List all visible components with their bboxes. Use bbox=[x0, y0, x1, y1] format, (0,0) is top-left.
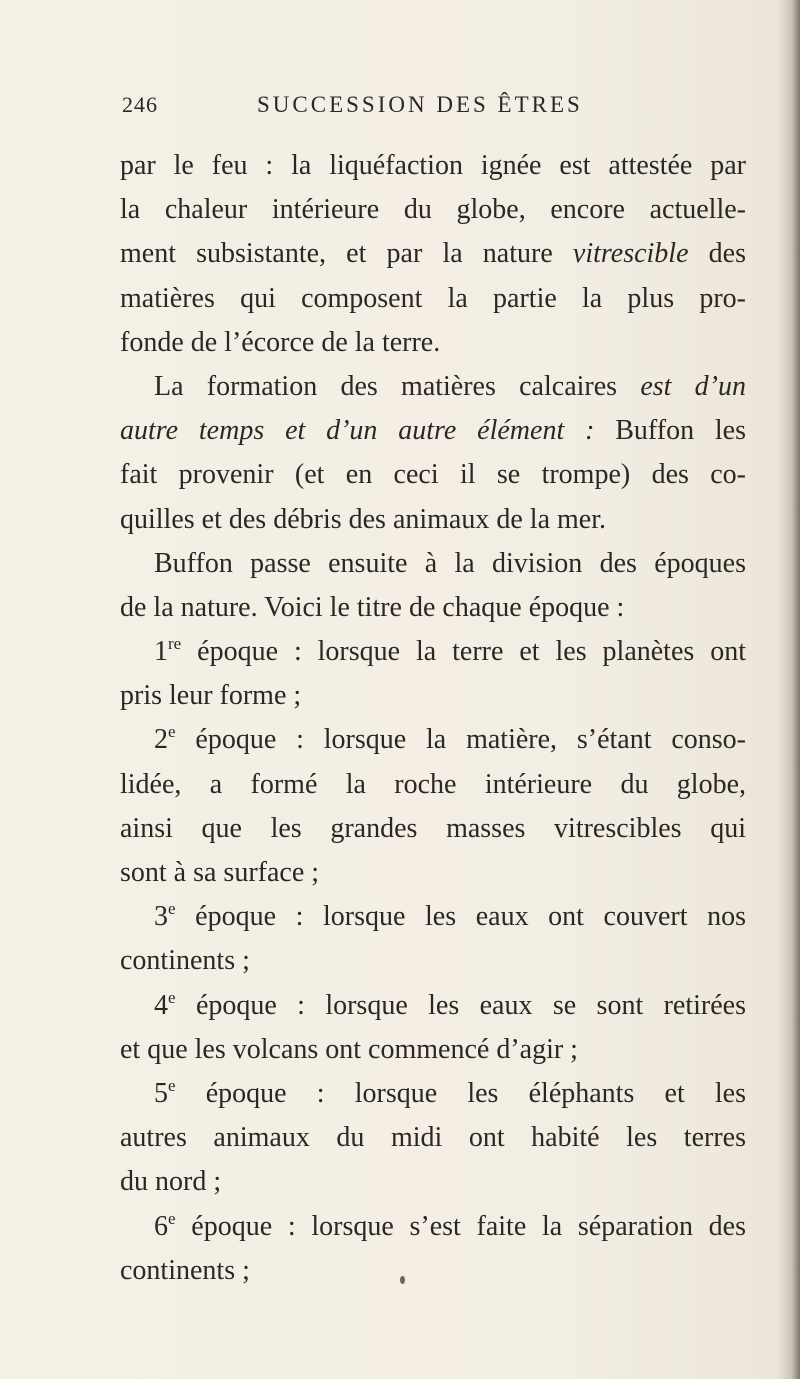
epoch-item: 5e époque : lorsque les éléphants et les bbox=[154, 1075, 747, 1109]
epoch-item: 1re époque : lorsque la terre et les planètes ont bbox=[154, 634, 746, 668]
text-line: autre temps et d’un autre élément : Buffon les bbox=[120, 415, 747, 447]
text-line: lidée, a formé la roche intérieure du globe, bbox=[120, 768, 746, 800]
epoch-item: 2e époque : lorsque la matière, s’étant conso- bbox=[154, 722, 747, 756]
text-line: pris leur forme ; bbox=[120, 680, 302, 712]
italic-text: autre temps et d’un autre élément : bbox=[120, 415, 595, 447]
text-line: par le feu : la liquéfaction ignée est attestée par bbox=[120, 150, 746, 181]
text-line: autres animaux du midi ont habité les terres bbox=[120, 1122, 746, 1154]
page-header bbox=[122, 92, 732, 124]
italic-text: est d’un bbox=[640, 370, 747, 402]
running-title: SUCCESSION DES ÊTRES bbox=[257, 92, 583, 117]
text-line: continents ; bbox=[120, 945, 250, 977]
paragraph-start: Buffon passe ensuite à la division des époques bbox=[154, 547, 746, 579]
body-text bbox=[120, 144, 746, 1293]
epoch-item: 4e époque : lorsque les eaux se sont retirées bbox=[154, 987, 746, 1021]
text-line: de la nature. Voici le titre de chaque époque : bbox=[120, 591, 625, 623]
epoch-item: 3e époque : lorsque les eaux ont couvert nos bbox=[154, 899, 747, 933]
page-edge-shadow bbox=[778, 0, 800, 1379]
text-line: quilles et des débris des animaux de la mer. bbox=[120, 503, 606, 535]
text-line: fonde de l’écorce de la terre. bbox=[120, 326, 441, 358]
text-line: fait provenir (et en ceci il se trompe) des co- bbox=[120, 459, 746, 491]
text-line: sont à sa surface ; bbox=[120, 857, 320, 888]
text-line: ainsi que les grandes masses vitrescibles qui bbox=[120, 812, 746, 844]
text-line: continents ; bbox=[120, 1254, 250, 1286]
page-number: 246 bbox=[122, 92, 158, 117]
paragraph-start: La formation des matières calcaires est d’un bbox=[154, 370, 747, 402]
ink-speck bbox=[400, 1276, 405, 1284]
text-line: du nord ; bbox=[120, 1166, 222, 1198]
text-line: et que les volcans ont commencé d’agir ; bbox=[120, 1033, 578, 1065]
text-line: matières qui composent la partie la plus pro- bbox=[120, 282, 746, 314]
text-line: ment subsistante, et par la nature vitrescible des bbox=[120, 238, 746, 270]
text-line: la chaleur intérieure du globe, encore actuelle- bbox=[120, 194, 746, 226]
epoch-item: 6e époque : lorsque s’est faite la séparation des bbox=[154, 1208, 747, 1242]
italic-text: vitrescible bbox=[572, 238, 689, 270]
